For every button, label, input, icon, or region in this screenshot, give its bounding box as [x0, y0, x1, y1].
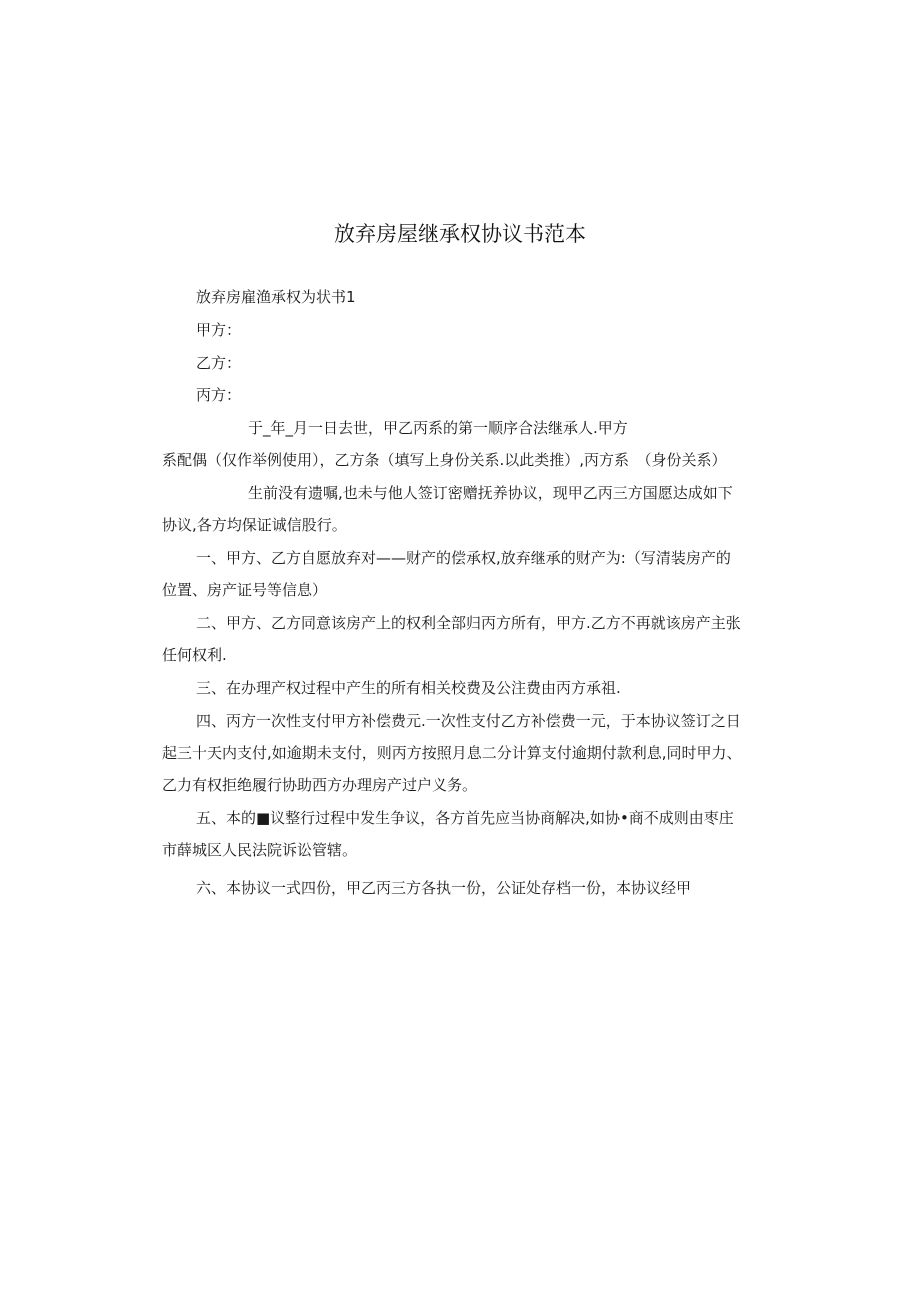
clause-1-line: 一、甲方、乙方自愿放弃对——财产的偿承权,放弃继承的财产为:（写清装房产的: [196, 549, 731, 567]
paragraph-line: 协议,各方均保证诚信股行。: [162, 516, 347, 534]
clause-6-line: 六、本协议一式四份，甲乙丙三方各执一份，公证处存档一份，本协议经甲: [196, 879, 692, 897]
clause-3-line: 三、在办理产权过程中产生的所有相关校费及公注费由丙方承祖.: [196, 679, 621, 697]
clause-1-line: 位置、房产证号等信息）: [162, 581, 328, 599]
party-b-line: 乙方：: [196, 354, 242, 372]
party-a-line: 甲方：: [196, 321, 242, 339]
clause-4-line: 乙力有权拒绝履行协助西方办理房产过户义务。: [162, 776, 478, 794]
subtitle-line: 放弃房雇渔承权为状书1: [196, 288, 356, 306]
paragraph-line: 于_年_月一日去世，甲乙丙系的第一顺序合法继承人.甲方: [248, 419, 628, 437]
clause-4-line: 起三十天内支付,如逾期未支付，则丙方按照月息二分计算支付逾期付款利息,同时甲力、: [162, 744, 742, 762]
clause-4-line: 四、丙方一次性支付甲方补偿费元.一次性支付乙方补偿费一元，于本协议签订之日: [196, 712, 741, 730]
clause-5-line: 市薛城区人民法院诉讼管辖。: [162, 841, 358, 859]
clause-2-line: 二、甲方、乙方同意该房产上的权利全部归丙方所有，甲方.乙方不再就该房产主张: [196, 614, 741, 632]
document-title: 放弃房屋继承权协议书范本: [334, 222, 586, 246]
party-c-line: 丙方：: [196, 386, 242, 404]
paragraph-line: 系配偶（仅作举例使用），乙方条（填写上身份关系.以此类推）,丙方系 （身份关系）: [162, 451, 727, 469]
clause-2-line: 任何权利.: [162, 646, 227, 664]
clause-5-line: 五、本的■议整行过程中发生争议，各方首先应当协商解决,如协•商不成则由枣庄: [196, 809, 734, 827]
paragraph-line: 生前没有遗嘱,也未与他人签订密赠抚养协议，现甲乙丙三方国愿达成如下: [248, 484, 733, 502]
